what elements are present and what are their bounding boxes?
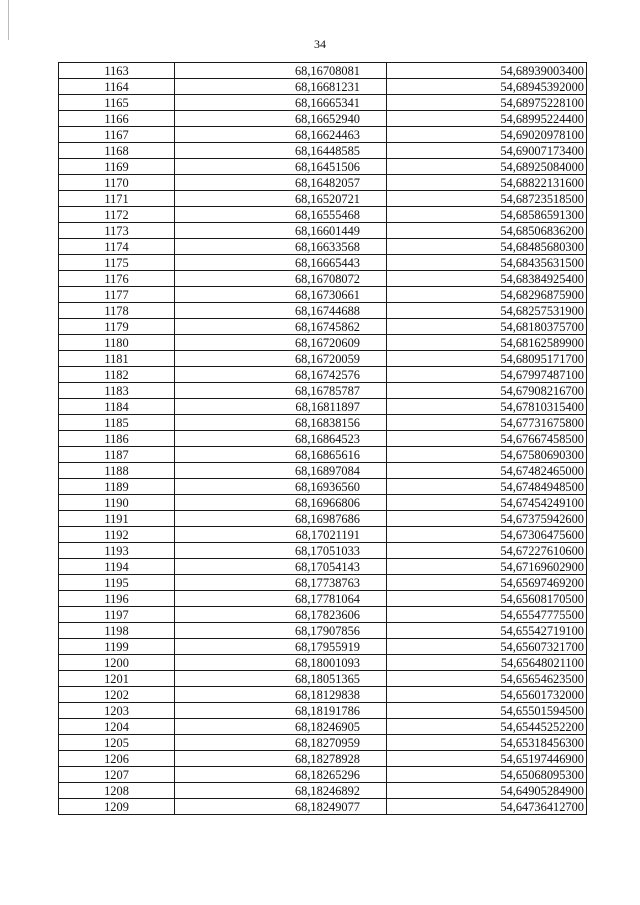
y-coordinate-cell: 54,68995224400 xyxy=(387,111,587,127)
x-coordinate-cell: 68,16708072 xyxy=(175,271,387,287)
point-number-cell: 1189 xyxy=(59,479,175,495)
point-number-cell: 1179 xyxy=(59,319,175,335)
table-row xyxy=(59,623,587,639)
x-coordinate-cell: 68,16633568 xyxy=(175,239,387,255)
y-coordinate-cell: 54,68975228100 xyxy=(387,95,587,111)
table-row xyxy=(59,495,587,511)
y-coordinate-cell: 54,67482465000 xyxy=(387,463,587,479)
x-coordinate-cell: 68,17738763 xyxy=(175,575,387,591)
table-row xyxy=(59,255,587,271)
y-coordinate-cell: 54,64905284900 xyxy=(387,783,587,799)
table-row xyxy=(59,527,587,543)
x-coordinate-cell: 68,18265296 xyxy=(175,767,387,783)
table-row xyxy=(59,207,587,223)
table-row xyxy=(59,751,587,767)
point-number-cell: 1176 xyxy=(59,271,175,287)
y-coordinate-cell: 54,68384925400 xyxy=(387,271,587,287)
point-number-cell: 1180 xyxy=(59,335,175,351)
x-coordinate-cell: 68,18278928 xyxy=(175,751,387,767)
y-coordinate-cell: 54,68723518500 xyxy=(387,191,587,207)
y-coordinate-cell: 54,68939003400 xyxy=(387,63,587,79)
point-number-cell: 1167 xyxy=(59,127,175,143)
x-coordinate-cell: 68,18246892 xyxy=(175,783,387,799)
table-row xyxy=(59,143,587,159)
y-coordinate-cell: 54,65608170500 xyxy=(387,591,587,607)
point-number-cell: 1197 xyxy=(59,607,175,623)
x-coordinate-cell: 68,16897084 xyxy=(175,463,387,479)
point-number-cell: 1200 xyxy=(59,655,175,671)
point-number-cell: 1194 xyxy=(59,559,175,575)
y-coordinate-cell: 54,68925084000 xyxy=(387,159,587,175)
point-number-cell: 1207 xyxy=(59,767,175,783)
coordinates-table xyxy=(58,62,587,815)
x-coordinate-cell: 68,16555468 xyxy=(175,207,387,223)
y-coordinate-cell: 54,65542719100 xyxy=(387,623,587,639)
point-number-cell: 1195 xyxy=(59,575,175,591)
table-row xyxy=(59,335,587,351)
y-coordinate-cell: 54,68162589900 xyxy=(387,335,587,351)
y-coordinate-cell: 54,68180375700 xyxy=(387,319,587,335)
point-number-cell: 1165 xyxy=(59,95,175,111)
x-coordinate-cell: 68,16720059 xyxy=(175,351,387,367)
x-coordinate-cell: 68,16730661 xyxy=(175,287,387,303)
x-coordinate-cell: 68,17781064 xyxy=(175,591,387,607)
x-coordinate-cell: 68,16742576 xyxy=(175,367,387,383)
table-row xyxy=(59,703,587,719)
y-coordinate-cell: 54,67810315400 xyxy=(387,399,587,415)
point-number-cell: 1174 xyxy=(59,239,175,255)
x-coordinate-cell: 68,16865616 xyxy=(175,447,387,463)
x-coordinate-cell: 68,16966806 xyxy=(175,495,387,511)
table-row xyxy=(59,367,587,383)
y-coordinate-cell: 54,68257531900 xyxy=(387,303,587,319)
x-coordinate-cell: 68,17823606 xyxy=(175,607,387,623)
page-number: 34 xyxy=(314,37,326,51)
y-coordinate-cell: 54,67375942600 xyxy=(387,511,587,527)
table-row xyxy=(59,303,587,319)
y-coordinate-cell: 54,65197446900 xyxy=(387,751,587,767)
table-row xyxy=(59,63,587,79)
point-number-cell: 1203 xyxy=(59,703,175,719)
y-coordinate-cell: 54,65318456300 xyxy=(387,735,587,751)
x-coordinate-cell: 68,16811897 xyxy=(175,399,387,415)
table-row xyxy=(59,559,587,575)
table-row xyxy=(59,415,587,431)
table-row xyxy=(59,591,587,607)
x-coordinate-cell: 68,16838156 xyxy=(175,415,387,431)
point-number-cell: 1171 xyxy=(59,191,175,207)
x-coordinate-cell: 68,16745862 xyxy=(175,319,387,335)
point-number-cell: 1184 xyxy=(59,399,175,415)
table-row xyxy=(59,447,587,463)
y-coordinate-cell: 54,68506836200 xyxy=(387,223,587,239)
x-coordinate-cell: 68,17051033 xyxy=(175,543,387,559)
y-coordinate-cell: 54,65607321700 xyxy=(387,639,587,655)
point-number-cell: 1164 xyxy=(59,79,175,95)
x-coordinate-cell: 68,18051365 xyxy=(175,671,387,687)
coordinates-table-body xyxy=(59,63,587,815)
point-number-cell: 1204 xyxy=(59,719,175,735)
point-number-cell: 1182 xyxy=(59,367,175,383)
point-number-cell: 1170 xyxy=(59,175,175,191)
x-coordinate-cell: 68,16482057 xyxy=(175,175,387,191)
y-coordinate-cell: 54,64736412700 xyxy=(387,799,587,815)
y-coordinate-cell: 54,68296875900 xyxy=(387,287,587,303)
x-coordinate-cell: 68,16601449 xyxy=(175,223,387,239)
x-coordinate-cell: 68,16451506 xyxy=(175,159,387,175)
point-number-cell: 1209 xyxy=(59,799,175,815)
point-number-cell: 1166 xyxy=(59,111,175,127)
y-coordinate-cell: 54,67484948500 xyxy=(387,479,587,495)
y-coordinate-cell: 54,67306475600 xyxy=(387,527,587,543)
table-row xyxy=(59,351,587,367)
point-number-cell: 1178 xyxy=(59,303,175,319)
table-row xyxy=(59,463,587,479)
table-row xyxy=(59,783,587,799)
table-row xyxy=(59,239,587,255)
y-coordinate-cell: 54,67454249100 xyxy=(387,495,587,511)
y-coordinate-cell: 54,69020978100 xyxy=(387,127,587,143)
y-coordinate-cell: 54,68435631500 xyxy=(387,255,587,271)
table-row xyxy=(59,111,587,127)
x-coordinate-cell: 68,17054143 xyxy=(175,559,387,575)
table-row xyxy=(59,383,587,399)
y-coordinate-cell: 54,65445252200 xyxy=(387,719,587,735)
y-coordinate-cell: 54,68095171700 xyxy=(387,351,587,367)
point-number-cell: 1193 xyxy=(59,543,175,559)
table-row xyxy=(59,655,587,671)
x-coordinate-cell: 68,17021191 xyxy=(175,527,387,543)
point-number-cell: 1183 xyxy=(59,383,175,399)
point-number-cell: 1188 xyxy=(59,463,175,479)
x-coordinate-cell: 68,18270959 xyxy=(175,735,387,751)
table-row xyxy=(59,127,587,143)
table-row xyxy=(59,319,587,335)
x-coordinate-cell: 68,16744688 xyxy=(175,303,387,319)
table-row xyxy=(59,175,587,191)
table-row xyxy=(59,735,587,751)
point-number-cell: 1199 xyxy=(59,639,175,655)
x-coordinate-cell: 68,16652940 xyxy=(175,111,387,127)
table-row xyxy=(59,671,587,687)
x-coordinate-cell: 68,18249077 xyxy=(175,799,387,815)
y-coordinate-cell: 54,67997487100 xyxy=(387,367,587,383)
point-number-cell: 1191 xyxy=(59,511,175,527)
x-coordinate-cell: 68,18191786 xyxy=(175,703,387,719)
table-row xyxy=(59,607,587,623)
table-row xyxy=(59,79,587,95)
table-row xyxy=(59,431,587,447)
table-row xyxy=(59,687,587,703)
table-row xyxy=(59,799,587,815)
table-row xyxy=(59,399,587,415)
table-row xyxy=(59,575,587,591)
point-number-cell: 1163 xyxy=(59,63,175,79)
y-coordinate-cell: 54,68822131600 xyxy=(387,175,587,191)
point-number-cell: 1201 xyxy=(59,671,175,687)
x-coordinate-cell: 68,16520721 xyxy=(175,191,387,207)
point-number-cell: 1177 xyxy=(59,287,175,303)
y-coordinate-cell: 54,65697469200 xyxy=(387,575,587,591)
point-number-cell: 1175 xyxy=(59,255,175,271)
x-coordinate-cell: 68,18001093 xyxy=(175,655,387,671)
point-number-cell: 1181 xyxy=(59,351,175,367)
point-number-cell: 1173 xyxy=(59,223,175,239)
table-row xyxy=(59,191,587,207)
point-number-cell: 1190 xyxy=(59,495,175,511)
table-row xyxy=(59,543,587,559)
x-coordinate-cell: 68,16708081 xyxy=(175,63,387,79)
point-number-cell: 1196 xyxy=(59,591,175,607)
point-number-cell: 1192 xyxy=(59,527,175,543)
x-coordinate-cell: 68,16987686 xyxy=(175,511,387,527)
y-coordinate-cell: 54,65654623500 xyxy=(387,671,587,687)
y-coordinate-cell: 54,65501594500 xyxy=(387,703,587,719)
y-coordinate-cell: 54,67169602900 xyxy=(387,559,587,575)
point-number-cell: 1169 xyxy=(59,159,175,175)
table-row xyxy=(59,271,587,287)
table-row xyxy=(59,479,587,495)
table-row xyxy=(59,287,587,303)
x-coordinate-cell: 68,16665341 xyxy=(175,95,387,111)
y-coordinate-cell: 54,68586591300 xyxy=(387,207,587,223)
point-number-cell: 1198 xyxy=(59,623,175,639)
y-coordinate-cell: 54,65068095300 xyxy=(387,767,587,783)
point-number-cell: 1205 xyxy=(59,735,175,751)
table-row xyxy=(59,223,587,239)
x-coordinate-cell: 68,18129838 xyxy=(175,687,387,703)
x-coordinate-cell: 68,17955919 xyxy=(175,639,387,655)
point-number-cell: 1185 xyxy=(59,415,175,431)
table-row xyxy=(59,767,587,783)
table-row xyxy=(59,639,587,655)
table-row xyxy=(59,719,587,735)
x-coordinate-cell: 68,16720609 xyxy=(175,335,387,351)
point-number-cell: 1187 xyxy=(59,447,175,463)
table-row xyxy=(59,95,587,111)
y-coordinate-cell: 54,68485680300 xyxy=(387,239,587,255)
table-row xyxy=(59,511,587,527)
y-coordinate-cell: 54,65648021100 xyxy=(387,655,587,671)
x-coordinate-cell: 68,16785787 xyxy=(175,383,387,399)
x-coordinate-cell: 68,17907856 xyxy=(175,623,387,639)
y-coordinate-cell: 54,67731675800 xyxy=(387,415,587,431)
y-coordinate-cell: 54,67580690300 xyxy=(387,447,587,463)
scan-edge-mark xyxy=(8,0,9,40)
x-coordinate-cell: 68,16665443 xyxy=(175,255,387,271)
x-coordinate-cell: 68,16936560 xyxy=(175,479,387,495)
y-coordinate-cell: 54,65601732000 xyxy=(387,687,587,703)
y-coordinate-cell: 54,67227610600 xyxy=(387,543,587,559)
x-coordinate-cell: 68,16864523 xyxy=(175,431,387,447)
x-coordinate-cell: 68,16681231 xyxy=(175,79,387,95)
y-coordinate-cell: 54,67667458500 xyxy=(387,431,587,447)
y-coordinate-cell: 54,68945392000 xyxy=(387,79,587,95)
y-coordinate-cell: 54,69007173400 xyxy=(387,143,587,159)
x-coordinate-cell: 68,16448585 xyxy=(175,143,387,159)
point-number-cell: 1168 xyxy=(59,143,175,159)
y-coordinate-cell: 54,65547775500 xyxy=(387,607,587,623)
x-coordinate-cell: 68,18246905 xyxy=(175,719,387,735)
point-number-cell: 1202 xyxy=(59,687,175,703)
point-number-cell: 1172 xyxy=(59,207,175,223)
table-row xyxy=(59,159,587,175)
point-number-cell: 1208 xyxy=(59,783,175,799)
point-number-cell: 1186 xyxy=(59,431,175,447)
x-coordinate-cell: 68,16624463 xyxy=(175,127,387,143)
point-number-cell: 1206 xyxy=(59,751,175,767)
y-coordinate-cell: 54,67908216700 xyxy=(387,383,587,399)
